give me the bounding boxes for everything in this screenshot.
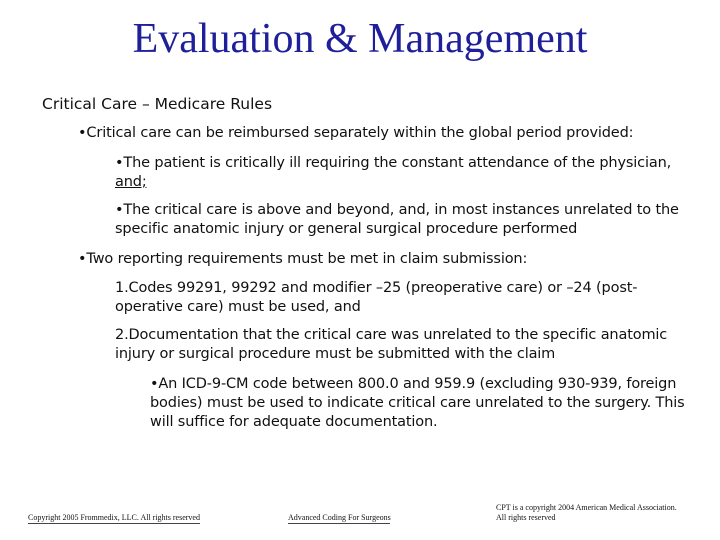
bullet: • bbox=[78, 125, 87, 141]
footer-cpt-line1: CPT is a copyright 2004 American Medical Association. bbox=[496, 503, 677, 512]
list-item-text: Two reporting requirements must be met in claim submission: bbox=[86, 251, 528, 267]
list-item bbox=[115, 154, 695, 192]
page-title: Evaluation & Management bbox=[132, 16, 588, 62]
bullet: • bbox=[78, 251, 87, 267]
list-item bbox=[150, 375, 695, 432]
numbered-item: 2.Documentation that the critical care was unrelated to the specific anatomic injury or surgical procedure must be submitted with the claim bbox=[115, 327, 668, 362]
list-item bbox=[115, 201, 695, 239]
list-item bbox=[78, 250, 698, 269]
footer-divider bbox=[288, 523, 390, 524]
footer-copyright: Copyright 2005 Frommedix, LLC. All rights reserved bbox=[28, 513, 200, 522]
footer-course-title: Advanced Coding For Surgeons bbox=[288, 513, 391, 522]
numbered-item: 1.Codes 99291, 99292 and modifier –25 (preoperative care) or –24 (post-operative care) must be used, and bbox=[115, 280, 638, 315]
footer-cpt-line2: All rights reserved bbox=[496, 513, 556, 522]
footer-cpt-notice bbox=[496, 503, 696, 523]
bullet: • bbox=[115, 155, 124, 171]
list-item-text: The critical care is above and beyond, and, in most instances unrelated to the specific anatomic injury or general surgical procedure performed bbox=[115, 202, 679, 237]
and-underlined: and; bbox=[115, 174, 147, 190]
footer-divider bbox=[28, 523, 200, 524]
list-item-text: The patient is critically ill requiring the constant attendance of the physician, bbox=[123, 155, 672, 171]
list-item bbox=[78, 124, 698, 143]
list-item-text: An ICD-9-CM code between 800.0 and 959.9 (excluding 930-939, foreign bodies) must be used to indicate critical care unrelated to the surgery. This will suffice for adequate documentation. bbox=[150, 376, 685, 430]
bullet: • bbox=[150, 376, 159, 392]
bullet: • bbox=[115, 202, 124, 218]
list-item-text: Critical care can be reimbursed separately within the global period provided: bbox=[86, 125, 634, 141]
section-heading: Critical Care – Medicare Rules bbox=[42, 95, 273, 113]
